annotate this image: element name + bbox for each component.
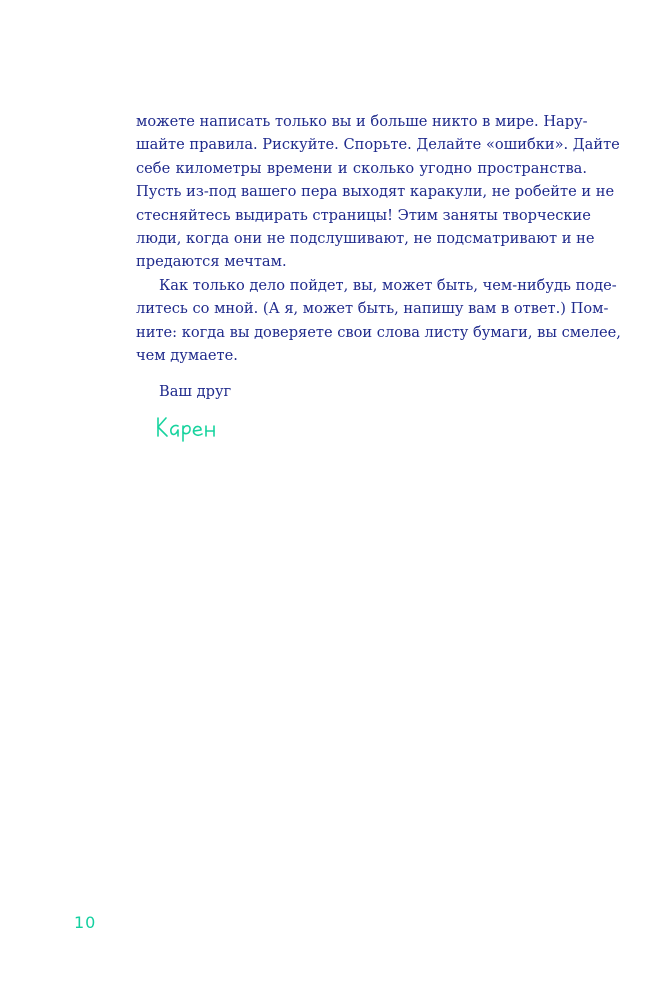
- body-line: чем думаете.: [136, 347, 238, 365]
- closing-line: Ваш друг: [159, 383, 232, 400]
- body-line: люди, когда они не подслушивают, не подсматривают и не: [136, 230, 595, 248]
- handwritten-signature: [156, 412, 220, 447]
- signature-drawing: [156, 412, 220, 442]
- body-line: можете написать только вы и больше никто в мире. Нару-: [136, 113, 588, 130]
- body-line: предаются мечтам.: [136, 253, 287, 271]
- body-line: стесняйтесь выдирать страницы! Этим заняты творческие: [136, 206, 591, 224]
- letter-body: [136, 110, 621, 367]
- body-line: Как только дело пойдет, вы, может быть, чем-нибудь поде-: [159, 276, 617, 294]
- page-number: 10: [74, 913, 97, 932]
- body-line: литесь со мной. (А я, может быть, напишу вам в ответ.) Пом-: [136, 300, 609, 318]
- body-line: себе километры времени и сколько угодно пространства.: [136, 159, 587, 177]
- body-line: шайте правила. Рискуйте. Спорьте. Делайте «ошибки». Дайте: [136, 136, 620, 154]
- body-line: Пусть из-под вашего пера выходят каракули, не робейте и не: [136, 183, 615, 201]
- body-line: ните: когда вы доверяете свои слова листу бумаги, вы смелее,: [136, 323, 621, 341]
